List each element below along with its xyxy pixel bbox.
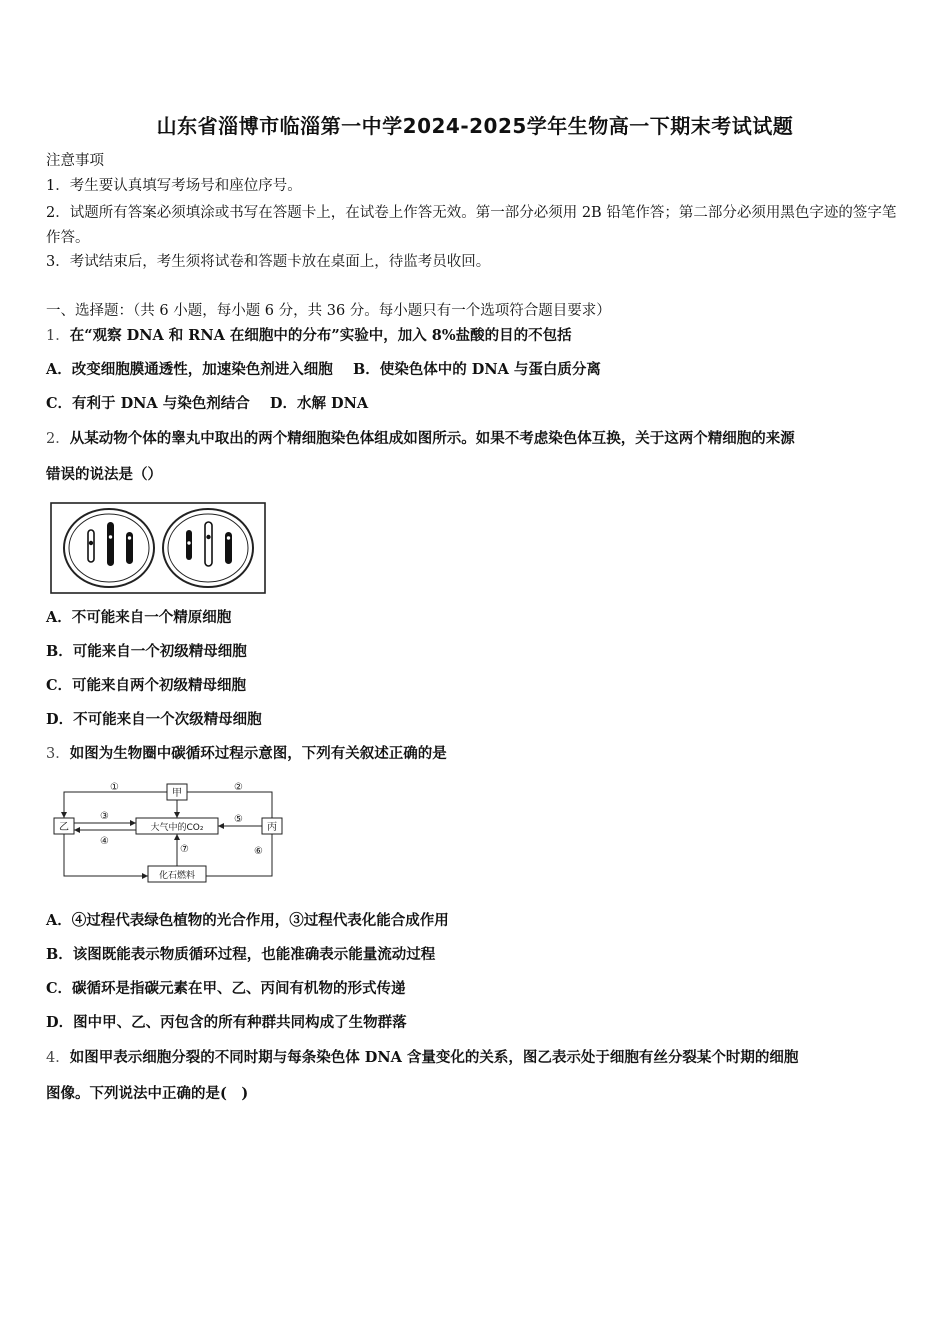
q1-options-row-2 (46, 393, 908, 415)
section-heading: 一、选择题：（共 6 小题，每小题 6 分，共 36 分。每小题只有一个选项符合题目要求） (46, 303, 611, 319)
option-d: D．图中甲、乙、丙包含的所有种群共同构成了生物群落 (46, 1014, 407, 1031)
question-stem-2: 图像。下列说法中正确的是( ) (46, 1085, 249, 1102)
question-number: 4． (46, 1050, 70, 1066)
label-3: ③ (100, 811, 109, 822)
node-air-co2: 大气中的CO₂ (150, 823, 204, 833)
node-bing: 丙 (267, 822, 277, 833)
question-number: 3． (46, 746, 70, 762)
notice-item-2: 2．试题所有答案必须填涂或书写在答题卡上，在试卷上作答无效。第一部分必须用 2B 铅笔作答；第二部分必须用黑色字迹的签字笔作答。 (46, 205, 897, 246)
question-4 (46, 1047, 908, 1069)
question-stem: 在“观察 DNA 和 RNA 在细胞中的分布”实验中，加入 8%盐酸的目的不包括 (69, 327, 572, 344)
page-title: 山东省淄博市临淄第一中学2024-2025学年生物高一下期末考试试题 (156, 114, 794, 138)
sperm-cells-figure (50, 502, 266, 594)
option-b: B．可能来自一个初级精母细胞 (46, 643, 247, 660)
node-jia: 甲 (172, 788, 182, 799)
notice-item-1: 1．考生要认真填写考场号和座位序号。 (46, 178, 302, 194)
label-7: ⑦ (180, 844, 189, 855)
option-a: A．④过程代表绿色植物的光合作用，③过程代表化能合成作用 (46, 912, 449, 929)
label-2: ② (234, 782, 243, 793)
question-3 (46, 743, 908, 765)
option-c: C．有利于 DNA 与染色剂结合 (46, 395, 250, 412)
question-stem-2: 错误的说法是（） (46, 466, 162, 483)
option-b: B．该图既能表示物质循环过程，也能准确表示能量流动过程 (46, 946, 436, 963)
node-fossil-fuel: 化石燃料 (158, 871, 196, 881)
option-b: B．使染色体中的 DNA 与蛋白质分离 (352, 361, 601, 378)
question-1 (46, 325, 908, 347)
question-stem: 如图为生物圈中碳循环过程示意图，下列有关叙述正确的是 (69, 745, 447, 762)
node-yi: 乙 (59, 822, 69, 833)
option-d: D．不可能来自一个次级精母细胞 (46, 711, 262, 728)
question-stem-1: 从某动物个体的睾丸中取出的两个精细胞染色体组成如图所示。如果不考虑染色体互换，关于这两个精细胞的来源 (69, 430, 795, 447)
option-d: D．水解 DNA (269, 395, 369, 412)
q1-options-row-1 (46, 359, 908, 381)
label-1: ① (110, 782, 119, 793)
notice-heading: 注意事项 (46, 153, 104, 169)
question-stem-1: 如图甲表示细胞分裂的不同时期与每条染色体 DNA 含量变化的关系，图乙表示处于细胞有丝分裂某个时期的细胞 (69, 1049, 799, 1066)
notice-item-3: 3．考试结束后，考生须将试卷和答题卡放在桌面上，待监考员收回。 (46, 254, 491, 270)
question-number: 1． (46, 328, 70, 344)
option-a: A．不可能来自一个精原细胞 (46, 609, 232, 626)
question-number: 2． (46, 431, 70, 447)
option-a: A．改变细胞膜通透性，加速染色剂进入细胞 (46, 361, 333, 378)
label-4: ④ (100, 836, 109, 847)
label-6: ⑥ (254, 846, 263, 857)
carbon-cycle-diagram (50, 778, 286, 888)
option-c: C．可能来自两个初级精母细胞 (46, 677, 247, 694)
label-5: ⑤ (234, 814, 243, 825)
question-2 (46, 428, 908, 450)
option-c: C．碳循环是指碳元素在甲、乙、丙间有机物的形式传递 (46, 980, 406, 997)
